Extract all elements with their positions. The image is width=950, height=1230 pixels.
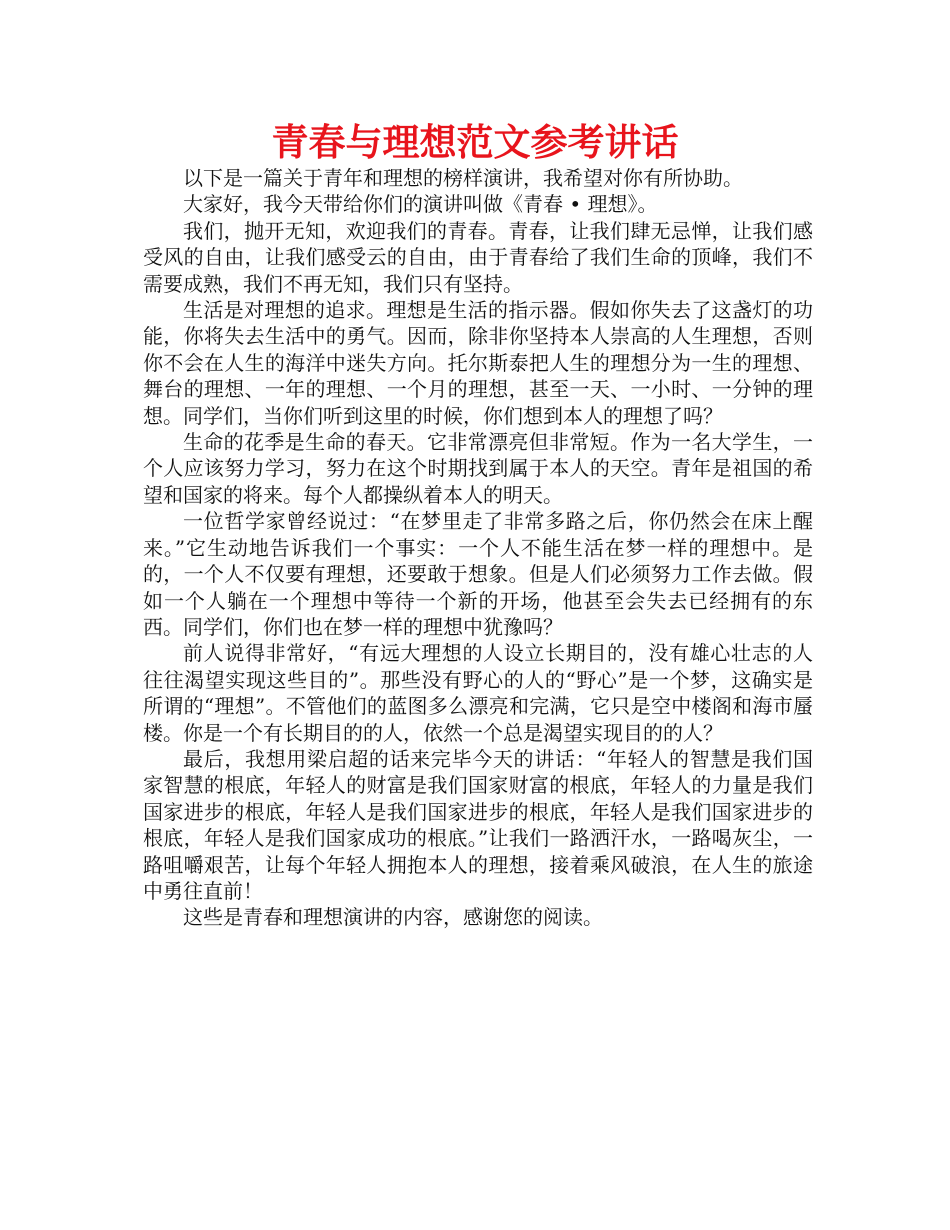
document-body [143,165,813,931]
paragraph-conclusion: 最后，我想用梁启超的话来完毕今天的讲话：“年轻人的智慧是我们国家智慧的根底，年轻人的财富是我们国家财富的根底，年轻人的力量是我们国家进步的根底，年轻人是我们国家进步的根底，年轻人是我们国家进步的根底，年轻人是我们国家成功的根底。”让我们一路洒汗水，一路喝灰尘，一路咀嚼艰苦，让每个年轻人拥抱本人的理想，接着乘风破浪，在人生的旅途中勇往直前！ [143,746,813,903]
paragraph-youth: 我们，抛开无知，欢迎我们的青春。青春，让我们肆无忌惮，让我们感受风的自由，让我们感受云的自由，由于青春给了我们生命的顶峰，我们不需要成熟，我们不再无知，我们只有坚持。 [143,218,813,296]
document-title: 青春与理想范文参考讲话 [271,121,679,164]
paragraph-intro: 以下是一篇关于青年和理想的榜样演讲，我希望对你有所协助。 [183,166,743,190]
paragraph-ambition: 前人说得非常好，“有远大理想的人设立长期目的，没有雄心壮志的人往往渴望实现这些目的”。那些没有野心的人的“野心”是一个梦，这确实是所谓的“理想”。不管他们的蓝图多么漂亮和完满，它只是空中楼阁和海市蜃楼。你是一个有长期目的的人，依然一个总是渴望实现目的的人？ [143,641,813,745]
paragraph-greeting: 大家好，我今天带给你们的演讲叫做《青春 • 理想》。 [183,192,658,217]
paragraph-spring: 生命的花季是生命的春天。它非常漂亮但非常短。作为一名大学生，一个人应该努力学习，努力在这个时期找到属于本人的天空。青年是祖国的希望和国家的将来。每个人都操纵着本人的明天。 [143,430,813,507]
paragraph-closing: 这些是青春和理想演讲的内容，感谢您的阅读。 [183,905,603,930]
paragraph-life-ideal: 生活是对理想的追求。理想是生活的指示器。假如你失去了这盏灯的功能，你将失去生活中的勇气。因而，除非你坚持本人崇高的人生理想，否则你不会在人生的海洋中迷失方向。托尔斯泰把人生的理想分为一生的理想、舞台的理想、一年的理想、一个月的理想，甚至一天、一小时、一分钟的理想。同学们，当你们听到这里的时候，你们想到本人的理想了吗？ [143,298,813,428]
paragraph-philosopher: 一位哲学家曾经说过：“在梦里走了非常多路之后，你仍然会在床上醒来。”它生动地告诉我们一个事实：一个人不能生活在梦一样的理想中。是的，一个人不仅要有理想，还要敢于想象。但是人们必须努力工作去做。假如一个人躺在一个理想中等待一个新的开场，他甚至会失去已经拥有的东西。同学们，你们也在梦一样的理想中犹豫吗？ [143,509,813,639]
